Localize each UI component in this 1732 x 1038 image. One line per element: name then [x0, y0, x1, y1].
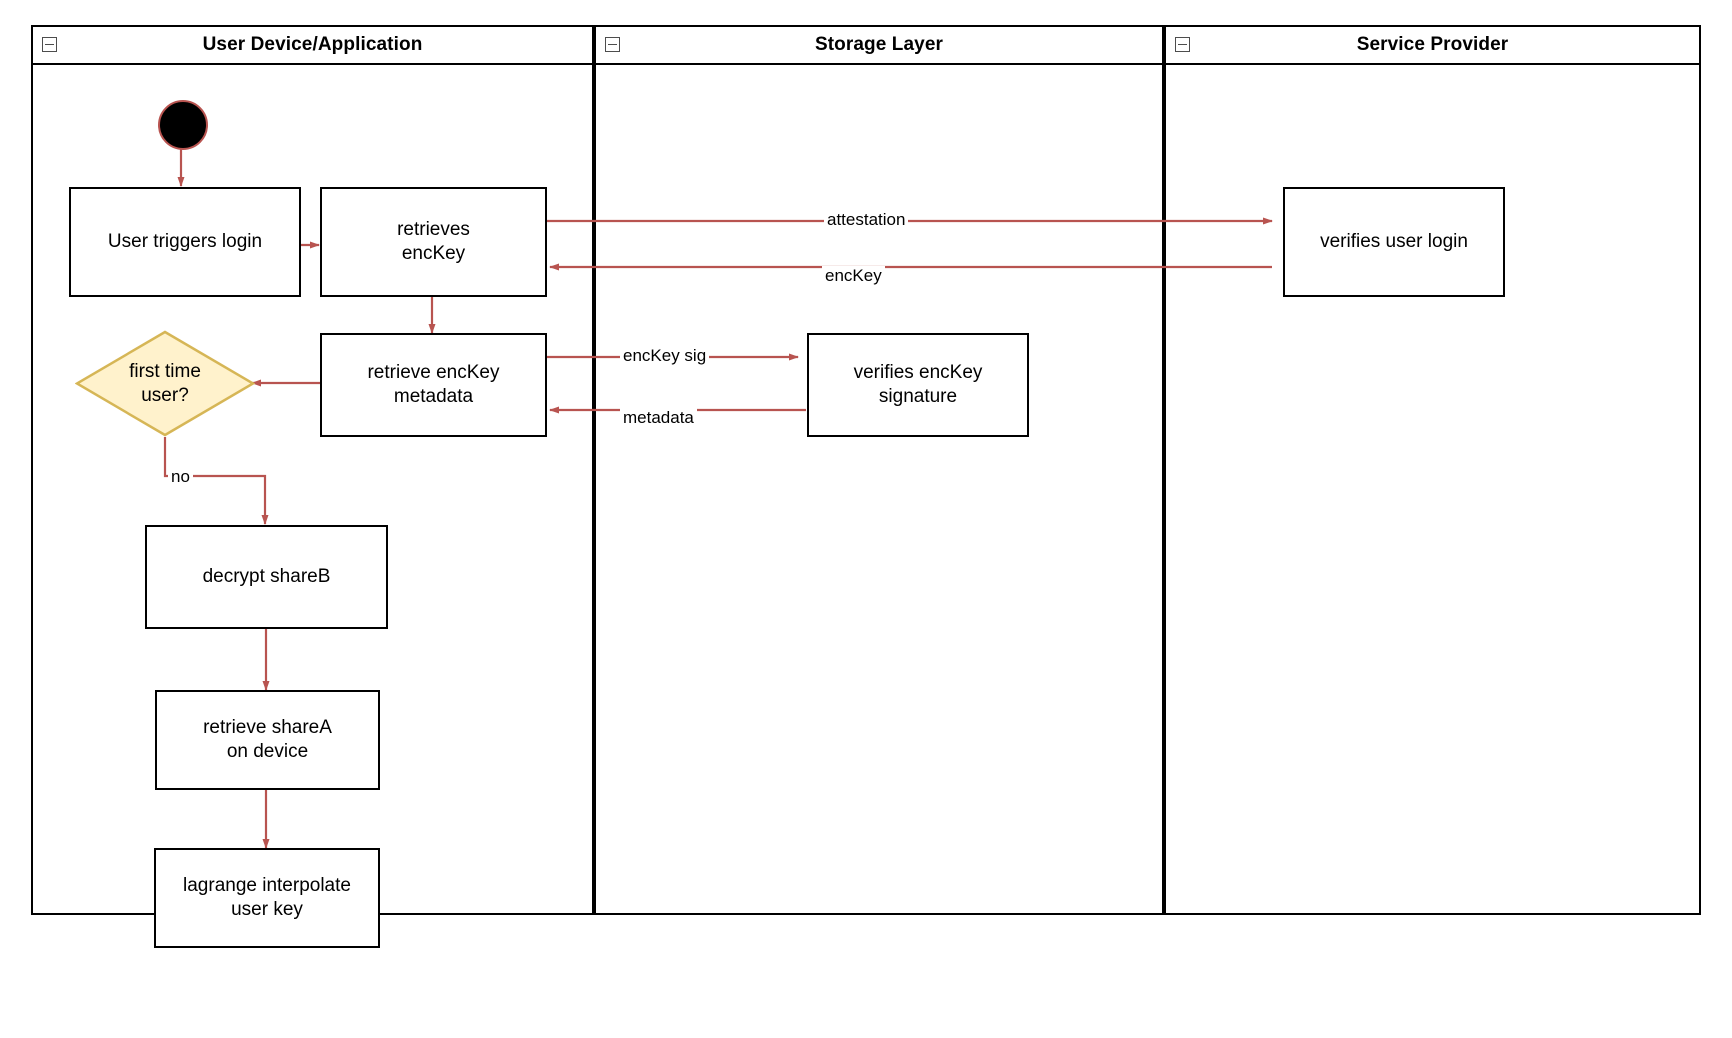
- node-label-line1: lagrange interpolate: [183, 875, 351, 897]
- node-label-line1: retrieve shareA: [203, 717, 332, 739]
- minus-box-icon[interactable]: [1175, 37, 1190, 52]
- node-verifies-user-login[interactable]: [1283, 187, 1505, 297]
- swimlane-title-service-provider: Service Provider: [1356, 34, 1509, 55]
- node-label-line2: metadata: [393, 386, 474, 407]
- node-label-line1: retrieve encKey: [367, 362, 500, 384]
- swimlane-storage-layer[interactable]: [594, 25, 1164, 915]
- node-first-time-user[interactable]: [75, 330, 255, 437]
- swimlane-header-service-provider: [1166, 27, 1699, 65]
- edge-label-no: no: [168, 467, 193, 487]
- swimlane-title-user-device: User Device/Application: [202, 34, 423, 55]
- node-label-line1: first time: [129, 360, 201, 382]
- swimlane-title-storage-layer: Storage Layer: [814, 34, 944, 55]
- node-label-line2: user?: [141, 384, 189, 406]
- start-node[interactable]: [158, 100, 208, 150]
- node-label: decrypt shareB: [202, 566, 331, 588]
- node-retrieve-sharea-on-device[interactable]: [155, 690, 380, 790]
- node-decrypt-shareb[interactable]: [145, 525, 388, 629]
- minus-box-icon[interactable]: [42, 37, 57, 52]
- node-label-line2: user key: [231, 899, 303, 920]
- node-label-line2: on device: [226, 741, 309, 762]
- edge-label-attestation: attestation: [824, 210, 908, 230]
- edge-label-metadata: metadata: [620, 408, 697, 428]
- swimlane-header-storage-layer: [596, 27, 1162, 65]
- node-label-line1: retrieves: [397, 219, 470, 241]
- edge-label-enckey: encKey: [822, 266, 885, 286]
- node-label: verifies user login: [1320, 231, 1468, 253]
- node-label-line2: signature: [878, 386, 958, 407]
- node-lagrange-interpolate-user-key[interactable]: [154, 848, 380, 948]
- node-label: User triggers login: [107, 231, 263, 253]
- minus-box-icon[interactable]: [605, 37, 620, 52]
- node-retrieve-enckey-metadata[interactable]: [320, 333, 547, 437]
- node-verifies-enckey-signature[interactable]: [807, 333, 1029, 437]
- node-label-line1: verifies encKey: [853, 362, 983, 384]
- swimlane-service-provider[interactable]: [1164, 25, 1701, 915]
- swimlane-header-user-device: [33, 27, 592, 65]
- node-retrieves-enckey[interactable]: [320, 187, 547, 297]
- node-user-triggers-login[interactable]: [69, 187, 301, 297]
- edge-label-enckey-sig: encKey sig: [620, 346, 709, 366]
- node-label-line2: encKey: [401, 243, 466, 264]
